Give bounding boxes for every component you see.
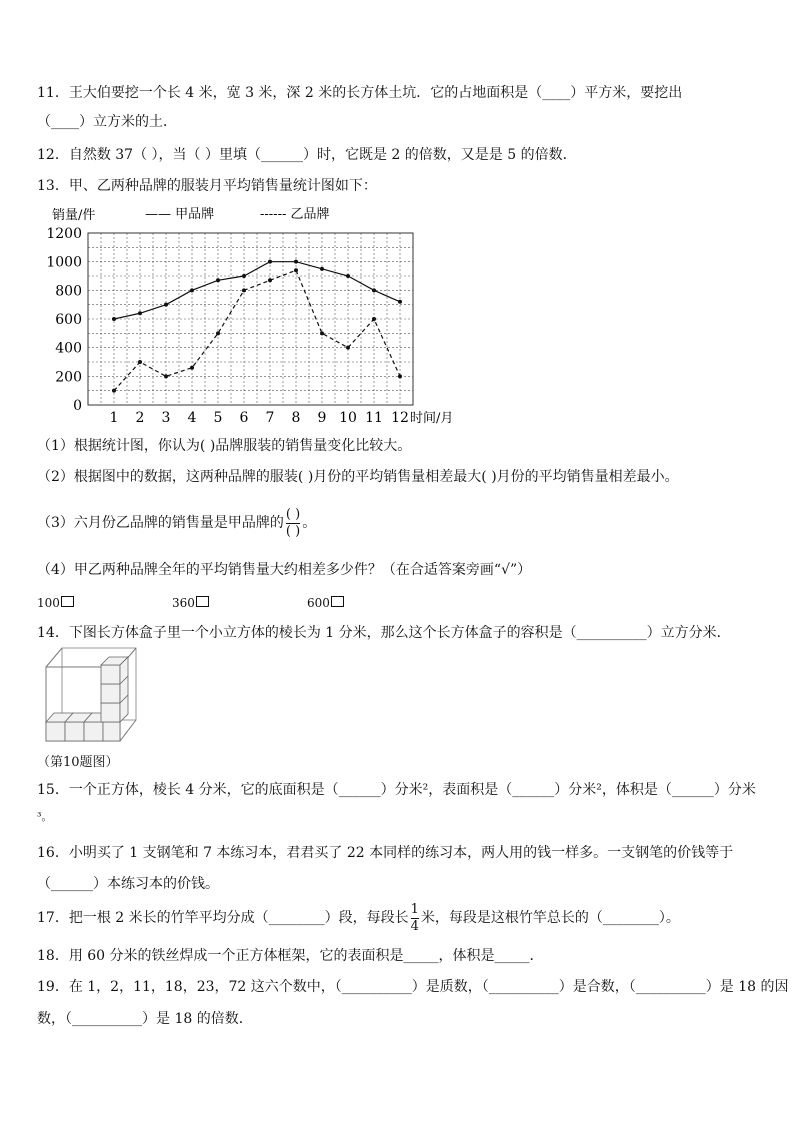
q19-line2: 数，（__________）是 18 的倍数． <box>37 1011 253 1027</box>
data-point <box>112 317 116 321</box>
q15-line2: ³。 <box>37 810 53 823</box>
x-tick-label: 6 <box>239 410 249 426</box>
x-tick-label: 3 <box>161 410 171 426</box>
q13-sub3-fraction <box>286 508 300 539</box>
q16-line2: （______）本练习本的价钱。 <box>37 876 219 892</box>
fraction-denominator: ( ) <box>285 523 301 539</box>
q19-line1: 19．在 1，2，11，18，23，72 这六个数中，（__________）是质数，（__________）是合数，（__________）是 18 的因 <box>37 979 789 995</box>
data-point <box>138 311 142 315</box>
data-point <box>112 389 116 393</box>
q11-line1: 11．王大伯要挖一个长 4 米，宽 3 米，深 2 米的长方体土坑．它的占地面积是（____）平方米，要挖出 <box>37 85 683 101</box>
data-point <box>242 288 246 292</box>
data-point <box>346 346 350 350</box>
q13-option-2[interactable]: 360 <box>172 594 209 612</box>
q17-part1: 17．把一根 2 米长的竹竿平均分成（________）段，每段长 <box>37 910 409 926</box>
figure-caption: （第10题图） <box>37 755 119 770</box>
data-point <box>268 278 272 282</box>
data-point <box>138 360 142 364</box>
chart-grid <box>88 233 413 405</box>
y-tick-label: 400 <box>55 340 82 357</box>
x-tick-label: 8 <box>291 410 301 426</box>
q13-title: 13．甲、乙两种品牌的服装月平均销售量统计图如下： <box>37 178 377 194</box>
chart-legend <box>145 206 330 222</box>
checkbox-icon[interactable] <box>61 596 74 607</box>
q11-line2: （____）立方米的土． <box>37 114 177 130</box>
y-tick-label: 800 <box>55 283 82 300</box>
q18-text: 18．用 60 分米的铁丝焊成一个正方体框架，它的表面积是_____，体积是_____． <box>37 948 544 964</box>
data-point <box>320 331 324 335</box>
q13-sub3 <box>37 503 316 543</box>
q17-text <box>37 900 680 936</box>
y-tick-label: 1200 <box>46 226 82 242</box>
x-tick-label: 1 <box>109 410 119 426</box>
x-tick-label: 7 <box>265 410 275 426</box>
q12-text: 12．自然数 37（ ），当（ ）里填（______）时，它既是 2 的倍数，又是是 5 的倍数． <box>37 147 577 163</box>
legend-series-a: —— 甲品牌 <box>145 207 215 222</box>
legend-series-b: ------ 乙品牌 <box>260 207 330 222</box>
data-point <box>372 288 376 292</box>
q13-sub2: （2）根据图中的数据，这两种品牌的服装( )月份的平均销售量相差最大( )月份的平均销售量相差最小。 <box>37 469 679 485</box>
q15-line1: 15．一个正方体，棱长 4 分米，它的底面积是（______）分米²，表面积是（______）分米²，体积是（______）分米 <box>37 782 756 798</box>
chart-xlabel: 时间/月 <box>410 411 454 426</box>
x-tick-label: 12 <box>391 410 409 426</box>
x-tick-label: 9 <box>317 410 327 426</box>
x-tick-label: 10 <box>339 410 357 426</box>
data-point <box>164 374 168 378</box>
q13-sub3-end: 。 <box>302 515 317 531</box>
data-point <box>216 331 220 335</box>
data-point <box>398 374 402 378</box>
y-tick-label: 0 <box>73 398 82 414</box>
y-tick-label: 600 <box>55 312 82 328</box>
q13-sub3-text: （3）六月份乙品牌的销售量是甲品牌的 <box>37 515 284 531</box>
q13-sub1: （1）根据统计图，你认为( )品牌服装的销售量变化比较大。 <box>37 438 412 454</box>
sales-line-chart <box>40 200 460 430</box>
x-tick-label: 2 <box>135 410 145 426</box>
x-tick-label: 5 <box>213 410 223 426</box>
q17-fraction <box>411 903 419 934</box>
data-point <box>294 260 298 264</box>
data-point <box>164 303 168 307</box>
q13-option-3[interactable]: 600 <box>307 594 344 612</box>
chart-y-ticks <box>46 226 82 414</box>
y-tick-label: 200 <box>55 369 82 386</box>
data-point <box>346 274 350 278</box>
fraction-numerator: ( ) <box>285 506 301 522</box>
data-point <box>190 366 194 370</box>
data-point <box>398 300 402 304</box>
checkbox-icon[interactable] <box>196 596 209 607</box>
x-tick-label: 4 <box>187 410 197 426</box>
data-point <box>294 268 298 272</box>
fraction-denominator: 4 <box>410 918 419 934</box>
q17-part2: 米，每段是这根竹竿总长的（________）。 <box>420 910 680 926</box>
chart-x-ticks <box>110 410 454 426</box>
data-point <box>216 278 220 282</box>
q16-line1: 16．小明买了 1 支钢笔和 7 本练习本，君君买了 22 本同样的练习本，两人用的钱一样多。一支钢笔的价钱等于 <box>37 845 734 861</box>
cuboid-box-figure <box>42 645 142 745</box>
q13-option-1[interactable]: 100 <box>37 594 74 612</box>
checkbox-icon[interactable] <box>331 596 344 607</box>
data-point <box>372 317 376 321</box>
q13-sub4: （4）甲乙两种品牌全年的平均销售量大约相差多少件？（在合适答案旁画“√”） <box>37 562 532 578</box>
data-point <box>242 274 246 278</box>
fraction-numerator: 1 <box>410 901 419 917</box>
q14-text: 14．下图长方体盒子里一个小立方体的棱长为 1 分米，那么这个长方体盒子的容积是（__________）立方分米． <box>37 625 731 641</box>
x-tick-label: 11 <box>365 410 383 426</box>
data-point <box>190 288 194 292</box>
chart-ylabel: 销量/件 <box>52 208 96 223</box>
data-point <box>320 267 324 271</box>
data-point <box>268 260 272 264</box>
y-tick-label: 1000 <box>46 254 82 271</box>
